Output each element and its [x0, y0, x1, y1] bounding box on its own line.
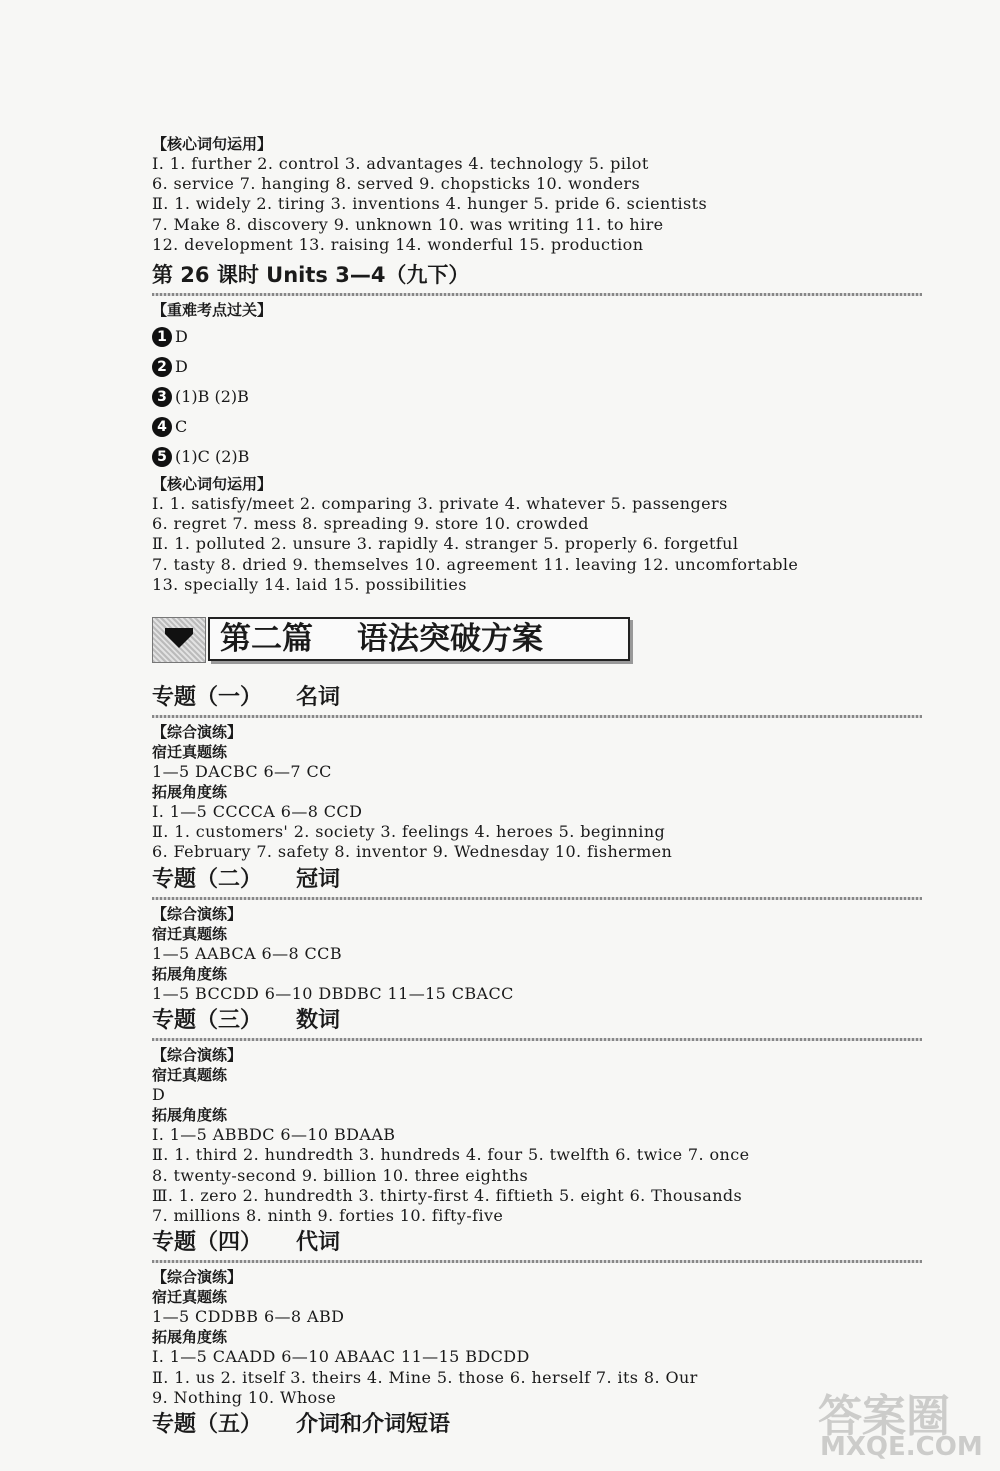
- answer-page: [152, 134, 922, 1442]
- circled-number-icon: 3: [152, 387, 172, 407]
- answer-line: 1—5 AABCA 6—8 CCB: [152, 943, 342, 963]
- grammar-topic-section: [152, 681, 922, 863]
- subsection-label: 拓展角度练: [152, 1328, 228, 1347]
- section-header: 【综合演练】: [152, 1268, 243, 1287]
- answer-line: Ⅱ. 1. customers' 2. society 3. feelings 4. heroes 5. beginning: [152, 822, 666, 842]
- subsection-label: 宿迁真题练: [152, 1066, 228, 1084]
- topic-label: 专题（一）: [152, 684, 263, 710]
- circled-number-icon: 1: [152, 327, 172, 347]
- topic-name: 数词: [296, 1008, 341, 1033]
- answer-line: Ⅱ. 1. us 2. itself 3. theirs 4. Mine 5. those 6. herself 7. its 8. Our: [152, 1367, 698, 1387]
- topic-name: 代词: [296, 1230, 341, 1256]
- answer-line: Ⅱ. 1. widely 2. tiring 3. inventions 4. hunger 5. pride 6. scientists: [152, 194, 708, 214]
- section-header: 【综合演练】: [152, 722, 243, 741]
- dotted-divider: [152, 1038, 922, 1041]
- section-header: 【核心词句运用】: [152, 474, 273, 493]
- answer-line: 7. Make 8. discovery 9. unknown 10. was writing 11. to hire: [152, 214, 664, 234]
- grammar-topic-section: [152, 1004, 922, 1226]
- topic-name: 介词和介词短语: [296, 1411, 451, 1437]
- part-banner: [152, 617, 620, 665]
- subsection-label: 拓展角度练: [152, 1106, 228, 1125]
- watermark-site: MXQE.COM: [820, 1432, 983, 1462]
- list-item: [152, 412, 922, 442]
- topic-name: 名词: [296, 684, 341, 710]
- item-answer: D: [175, 326, 188, 346]
- answer-line: Ⅰ. 1. further 2. control 3. advantages 4. technology 5. pilot: [152, 154, 649, 173]
- answer-line: 9. Nothing 10. Whose: [152, 1387, 337, 1407]
- answer-line: Ⅰ. 1—5 CAADD 6—10 ABAAC 11—15 BDCDD: [152, 1347, 530, 1367]
- part-name: 语法突破方案: [357, 620, 543, 657]
- grammar-topic-section: [152, 1408, 922, 1442]
- subsection-label: 拓展角度练: [152, 783, 228, 802]
- answer-line: Ⅰ. 1. satisfy/meet 2. comparing 3. private 4. whatever 5. passengers: [152, 493, 728, 513]
- topic-heading: [152, 1408, 922, 1442]
- item-answer: (1)B (2)B: [175, 386, 249, 406]
- watermark-logo: 答案圈: [818, 1391, 950, 1442]
- part-title: [208, 617, 630, 661]
- topic-label: 专题（三）: [152, 1008, 263, 1033]
- topic-name: 冠词: [296, 866, 341, 892]
- answer-line: 1—5 BCCDD 6—10 DBDBC 11—15 CBACC: [152, 983, 514, 1003]
- circled-number-icon: 2: [152, 357, 172, 377]
- topics-container: [152, 681, 922, 1442]
- grammar-topic-section: [152, 863, 922, 1004]
- arrow-box: [152, 617, 206, 663]
- answer-line: 7. tasty 8. dried 9. themselves 10. agreement 11. leaving 12. uncomfortable: [152, 554, 799, 574]
- answer-line: Ⅲ. 1. zero 2. hundredth 3. thirty-first 4. fiftieth 5. eight 6. Thousands: [152, 1185, 743, 1205]
- list-item: [152, 442, 922, 472]
- dotted-divider: [152, 1260, 922, 1263]
- topic-label: 专题（五）: [152, 1411, 263, 1437]
- answer-line: Ⅰ. 1—5 ABBDC 6—10 BDAAB: [152, 1125, 396, 1145]
- subsection-label: 宿迁真题练: [152, 1288, 228, 1307]
- answer-line: 1—5 DACBC 6—7 CC: [152, 761, 332, 781]
- answer-line: 12. development 13. raising 14. wonderful 15. production: [152, 234, 644, 254]
- lesson-26-section: [152, 259, 922, 595]
- section-header: 【核心词句运用】: [152, 135, 273, 153]
- answer-line: 13. specially 14. laid 15. possibilities: [152, 574, 467, 594]
- answer-line: 6. service 7. hanging 8. served 9. chopsticks 10. wonders: [152, 174, 641, 194]
- list-item: [152, 382, 922, 412]
- subsection-label: 拓展角度练: [152, 964, 228, 983]
- topic-heading: [152, 1004, 922, 1038]
- topic-heading: [152, 863, 922, 897]
- answer-line: 6. regret 7. mess 8. spreading 9. store 10. crowded: [152, 514, 589, 534]
- subsection-label: 宿迁真题练: [152, 924, 228, 943]
- list-item: [152, 352, 922, 382]
- list-item: [152, 322, 922, 352]
- grammar-topic-section: [152, 1226, 922, 1408]
- section-header: 【综合演练】: [152, 1046, 243, 1064]
- answer-line: 7. millions 8. ninth 9. forties 10. fifty-five: [152, 1205, 504, 1225]
- topic-heading: [152, 681, 922, 715]
- item-answer: D: [175, 356, 188, 376]
- core-vocab-section: [152, 134, 922, 255]
- dotted-divider: [152, 715, 922, 718]
- answer-line: Ⅱ. 1. polluted 2. unsure 3. rapidly 4. stranger 5. properly 6. forgetful: [152, 534, 739, 554]
- item-answer: C: [175, 416, 188, 436]
- key-points-list: [152, 322, 922, 472]
- item-answer: (1)C (2)B: [175, 446, 250, 466]
- answer-line: 8. twenty-second 9. billion 10. three eighths: [152, 1165, 529, 1185]
- lesson-title: 第 26 课时 Units 3—4（九下）: [152, 262, 470, 287]
- subsection-label: 宿迁真题练: [152, 742, 228, 761]
- topic-heading: [152, 1226, 922, 1260]
- answer-line: Ⅰ. 1—5 CCCCA 6—8 CCD: [152, 802, 363, 822]
- answer-line: Ⅱ. 1. third 2. hundredth 3. hundreds 4. four 5. twelfth 6. twice 7. once: [152, 1145, 750, 1165]
- answer-line: 6. February 7. safety 8. inventor 9. Wednesday 10. fishermen: [152, 842, 673, 862]
- section-header: 【重难考点过关】: [152, 300, 273, 319]
- arrow-down-icon: [165, 634, 193, 648]
- part-label: 第二篇: [220, 620, 313, 657]
- topic-label: 专题（二）: [152, 866, 263, 892]
- dotted-divider: [152, 293, 922, 296]
- topic-label: 专题（四）: [152, 1230, 263, 1256]
- section-header: 【综合演练】: [152, 904, 243, 923]
- circled-number-icon: 5: [152, 447, 172, 467]
- dotted-divider: [152, 897, 922, 900]
- circled-number-icon: 4: [152, 417, 172, 437]
- answer-line: D: [152, 1085, 166, 1104]
- answer-line: 1—5 CDDBB 6—8 ABD: [152, 1307, 345, 1327]
